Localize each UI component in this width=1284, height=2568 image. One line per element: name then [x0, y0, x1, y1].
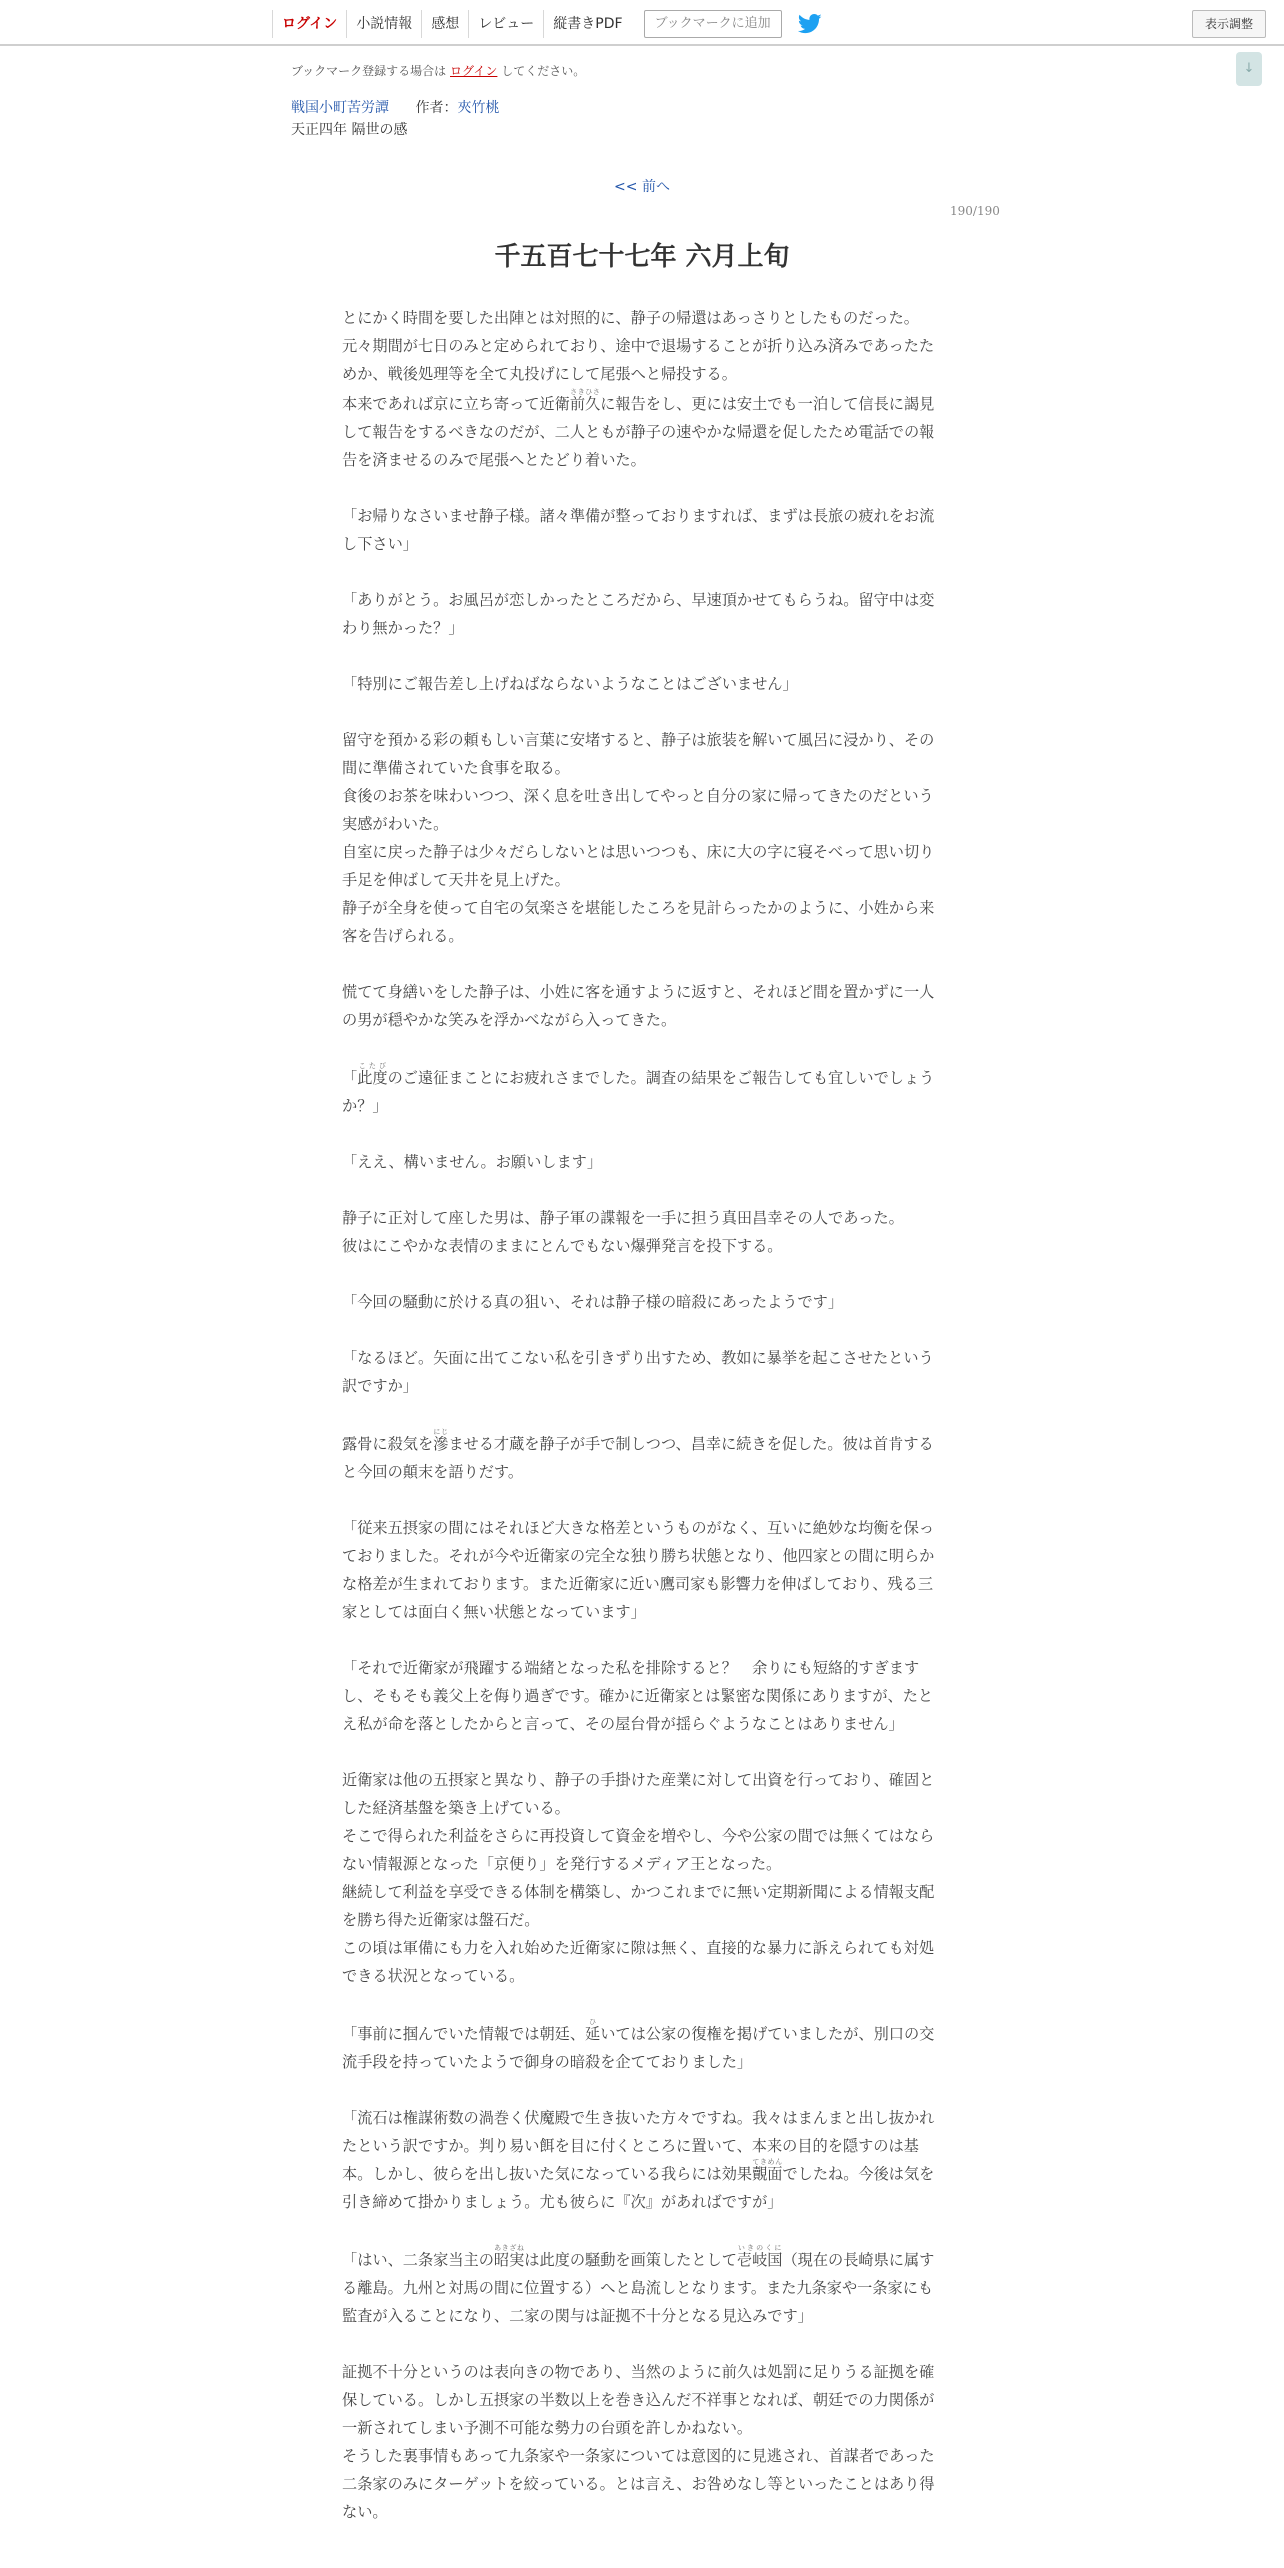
body-paragraph: 「ありがとう。お風呂が恋しかったところだから、早速頂かせてもらうね。留守中は変わり無かった？」 — [342, 591, 935, 637]
body-paragraph: 「はい、二条家当主の昭実あきざねは此度の騒動を画策したとして壱岐国いきのくに（現在の長崎県に属する離島。九州と対馬の間に位置する）へと島流しとなります。また九条家や一条家にも監査が入ることになり、二家の関与は証拠不十分となる見込みです」 — [342, 2244, 935, 2325]
blank-line — [342, 642, 942, 670]
blank-line — [342, 1400, 942, 1428]
body-paragraph: 自室に戻った静子は少々だらしないとは思いつつも、床に大の字に寝そべって思い切り手足を伸ばして天井を見上げた。 — [342, 843, 935, 889]
blank-line — [342, 1120, 942, 1148]
add-bookmark-button[interactable]: ブックマークに追加 — [644, 10, 782, 38]
ruby-annotation: 壱岐国いきのくに — [736, 2244, 783, 2269]
body-paragraph: そうした裏事情もあって九条家や一条家については意図的に見逃され、首謀者であった二条家のみにターゲットを絞っている。とは言え、お咎めなし等といったことはあり得ない。 — [342, 2447, 935, 2521]
author-label: 作者： — [415, 100, 458, 116]
body-paragraph: 元々期間が七日のみと定められており、途中で退場することが折り込み済みであったためか、戦後処理等を全て丸投げにして尾張へと帰投する。 — [342, 337, 935, 383]
blank-line — [342, 698, 942, 726]
vertical-pdf-link[interactable]: 縦書きPDF — [543, 10, 631, 38]
episode-title: 千五百七十七年 六月上旬 — [494, 242, 790, 272]
body-paragraph: 「なるほど。矢面に出てこない私を引きずり出すため、教如に暴挙を起こさせたという訳ですか」 — [342, 1349, 934, 1395]
body-paragraph: 彼はにこやかな表情のままにとんでもない爆弾発言を投下する。 — [342, 1237, 783, 1255]
top-navigation-bar — [0, 0, 1284, 46]
blank-line — [342, 950, 942, 978]
review-link[interactable]: レビュー — [468, 10, 543, 38]
blank-line — [342, 2076, 942, 2104]
ruby-annotation: 滲にじ — [433, 1428, 449, 1453]
blank-line — [342, 2216, 942, 2244]
blank-line — [342, 1990, 942, 2018]
body-paragraph: 「ええ、構いません。お願いします」 — [342, 1153, 603, 1171]
body-paragraph: そこで得られた利益をさらに再投資して資金を増やし、今や公家の間では無くてはならない情報源となった「京便り」を発行するメディア王となった。 — [342, 1827, 935, 1873]
body-paragraph: とにかく時間を要した出陣とは対照的に、静子の帰還はあっさりとしたものだった。 — [342, 309, 919, 327]
ruby-annotation: 昭実あきざね — [493, 2244, 525, 2269]
blank-line — [342, 474, 942, 502]
display-settings-button[interactable]: 表示調整 — [1192, 10, 1266, 38]
body-paragraph: 本来であれば京に立ち寄って近衛前久さきひさに報告をし、更には安土でも一泊して信長に謁見して報告をするべきなのだが、二人ともが静子の速やかな帰還を促したため電話での報告を済ませるのみで尾張へとたどり着いた。 — [342, 388, 935, 469]
body-paragraph: 慌てて身繕いをした静子は、小姓に客を通すように返すと、それほど間を置かずに一人の男が穏やかな笑みを浮かべながら入ってきた。 — [342, 983, 935, 1029]
blank-line — [342, 2330, 942, 2358]
body-paragraph: 露骨に殺気を滲にじませる才蔵を静子が手で制しつつ、昌幸に続きを促した。彼は首肯すると今回の顛末を語りだす。 — [342, 1428, 934, 1481]
novel-info — [291, 97, 499, 117]
body-paragraph: この頃は軍備にも力を入れ始めた近衛家に隙は無く、直接的な暴力に訴えられても対処できる状況となっている。 — [342, 1939, 935, 1985]
impressions-link[interactable]: 感想 — [421, 10, 468, 38]
ruby-annotation: 延ひ — [585, 2018, 601, 2043]
prev-page-link[interactable]: << 前へ — [614, 179, 670, 195]
body-paragraph: 「今回の騒動に於ける真の狙い、それは静子様の暗殺にあったようです」 — [342, 1293, 844, 1311]
body-paragraph: 「それで近衛家が飛躍する端緒となった私を排除すると？ 余りにも短絡的すぎますし、そもそも義父上を侮り過ぎです。確かに近衛家とは緊密な関係にありますが、たとえ私が命を落としたからと言って、その屋台骨が揺らぐようなことはありません」 — [342, 1659, 934, 1733]
body-paragraph: 「事前に掴んでいた情報では朝廷、延ひいては公家の復権を掲げていましたが、別口の交流手段を持っていたようで御身の暗殺を企てておりました」 — [342, 2018, 935, 2071]
ruby-annotation: 前久さきひさ — [569, 388, 601, 413]
novel-body — [342, 304, 942, 2526]
body-paragraph: 静子が全身を使って自宅の気楽さを堪能したころを見計らったかのように、小姓から来客を告げられる。 — [342, 899, 935, 945]
body-paragraph: 「従来五摂家の間にはそれほど大きな格差というものがなく、互いに絶妙な均衡を保っておりました。それが今や近衛家の完全な独り勝ち状態となり、他四家との間に明らかな格差が生まれております。また近衛家に近い鷹司家も影響力を伸ばしており、残る三家としては面白く無い状態となっています」 — [342, 1519, 935, 1621]
body-paragraph: 留守を預かる彩の頼もしい言葉に安堵すると、静子は旅装を解いて風呂に浸かり、その間に準備されていた食事を取る。 — [342, 731, 935, 777]
body-paragraph: 「特別にご報告差し上げねばならないようなことはございません」 — [342, 675, 798, 693]
notice-prefix: ブックマーク登録する場合は — [291, 64, 447, 78]
page-counter: 190/190 — [950, 204, 1000, 218]
twitter-bird-icon — [798, 14, 822, 34]
blank-line — [342, 558, 942, 586]
bookmark-login-notice — [291, 62, 585, 79]
blank-line — [342, 1176, 942, 1204]
notice-login-link[interactable]: ログイン — [450, 64, 498, 78]
notice-suffix: してください。 — [501, 64, 586, 78]
body-paragraph: 証拠不十分というのは表向きの物であり、当然のように前久は処罰に足りうる証拠を確保している。しかし五摂家の半数以上を巻き込んだ不祥事となれば、朝廷での力関係が一新されてしまい予測不可能な勢力の台頭を許しかねない。 — [342, 2363, 935, 2437]
blank-line — [342, 1486, 942, 1514]
blank-line — [342, 1034, 942, 1062]
novel-title-link[interactable]: 戦国小町苦労譚 — [291, 100, 389, 116]
author-link[interactable]: 夾竹桃 — [457, 100, 500, 116]
ruby-annotation: 此度こたび — [357, 1062, 388, 1087]
body-paragraph: 食後のお茶を味わいつつ、深く息を吐き出してやっと自分の家に帰ってきたのだという実感がわいた。 — [342, 787, 934, 833]
blank-line — [342, 1738, 942, 1766]
chapter-title: 天正四年 隔世の感 — [291, 122, 408, 138]
blank-line — [342, 1626, 942, 1654]
novel-info-link[interactable]: 小説情報 — [346, 10, 421, 38]
body-paragraph: 近衛家は他の五摂家と異なり、静子の手掛けた産業に対して出資を行っており、確固とした経済基盤を築き上げている。 — [342, 1771, 935, 1817]
twitter-share-button[interactable] — [798, 13, 824, 35]
body-paragraph: 静子に正対して座した男は、静子軍の諜報を一手に担う真田昌幸その人であった。 — [342, 1209, 904, 1227]
global-nav — [272, 10, 824, 38]
blank-line — [342, 1316, 942, 1344]
scroll-down-tab[interactable]: ↓ — [1236, 52, 1262, 86]
body-paragraph: 継続して利益を享受できる体制を構築し、かつこれまでに無い定期新聞による情報支配を勝ち得た近衛家は盤石だ。 — [342, 1883, 935, 1929]
body-paragraph: 「お帰りなさいませ静子様。諸々準備が整っておりますれば、まずは長旅の疲れをお流し下さい」 — [342, 507, 935, 553]
ruby-annotation: 覿面てきめん — [752, 2158, 783, 2183]
body-paragraph: 「流石は権謀術数の渦巻く伏魔殿で生き抜いた方々ですね。我々はまんまと出し抜かれたという訳ですか。判り易い餌を目に付くところに置いて、本来の目的を隠すのは基本。しかし、彼らを出し抜いた気になっている我らには効果覿面てきめんでしたね。今後は気を引き締めて掛かりましょう。尤も彼らに『次』があればですが」 — [342, 2109, 935, 2211]
blank-line — [342, 1260, 942, 1288]
login-link[interactable]: ログイン — [272, 10, 346, 38]
body-paragraph: 「此度こたびのご遠征まことにお疲れさまでした。調査の結果をご報告しても宜しいでしょうか？」 — [342, 1062, 935, 1115]
